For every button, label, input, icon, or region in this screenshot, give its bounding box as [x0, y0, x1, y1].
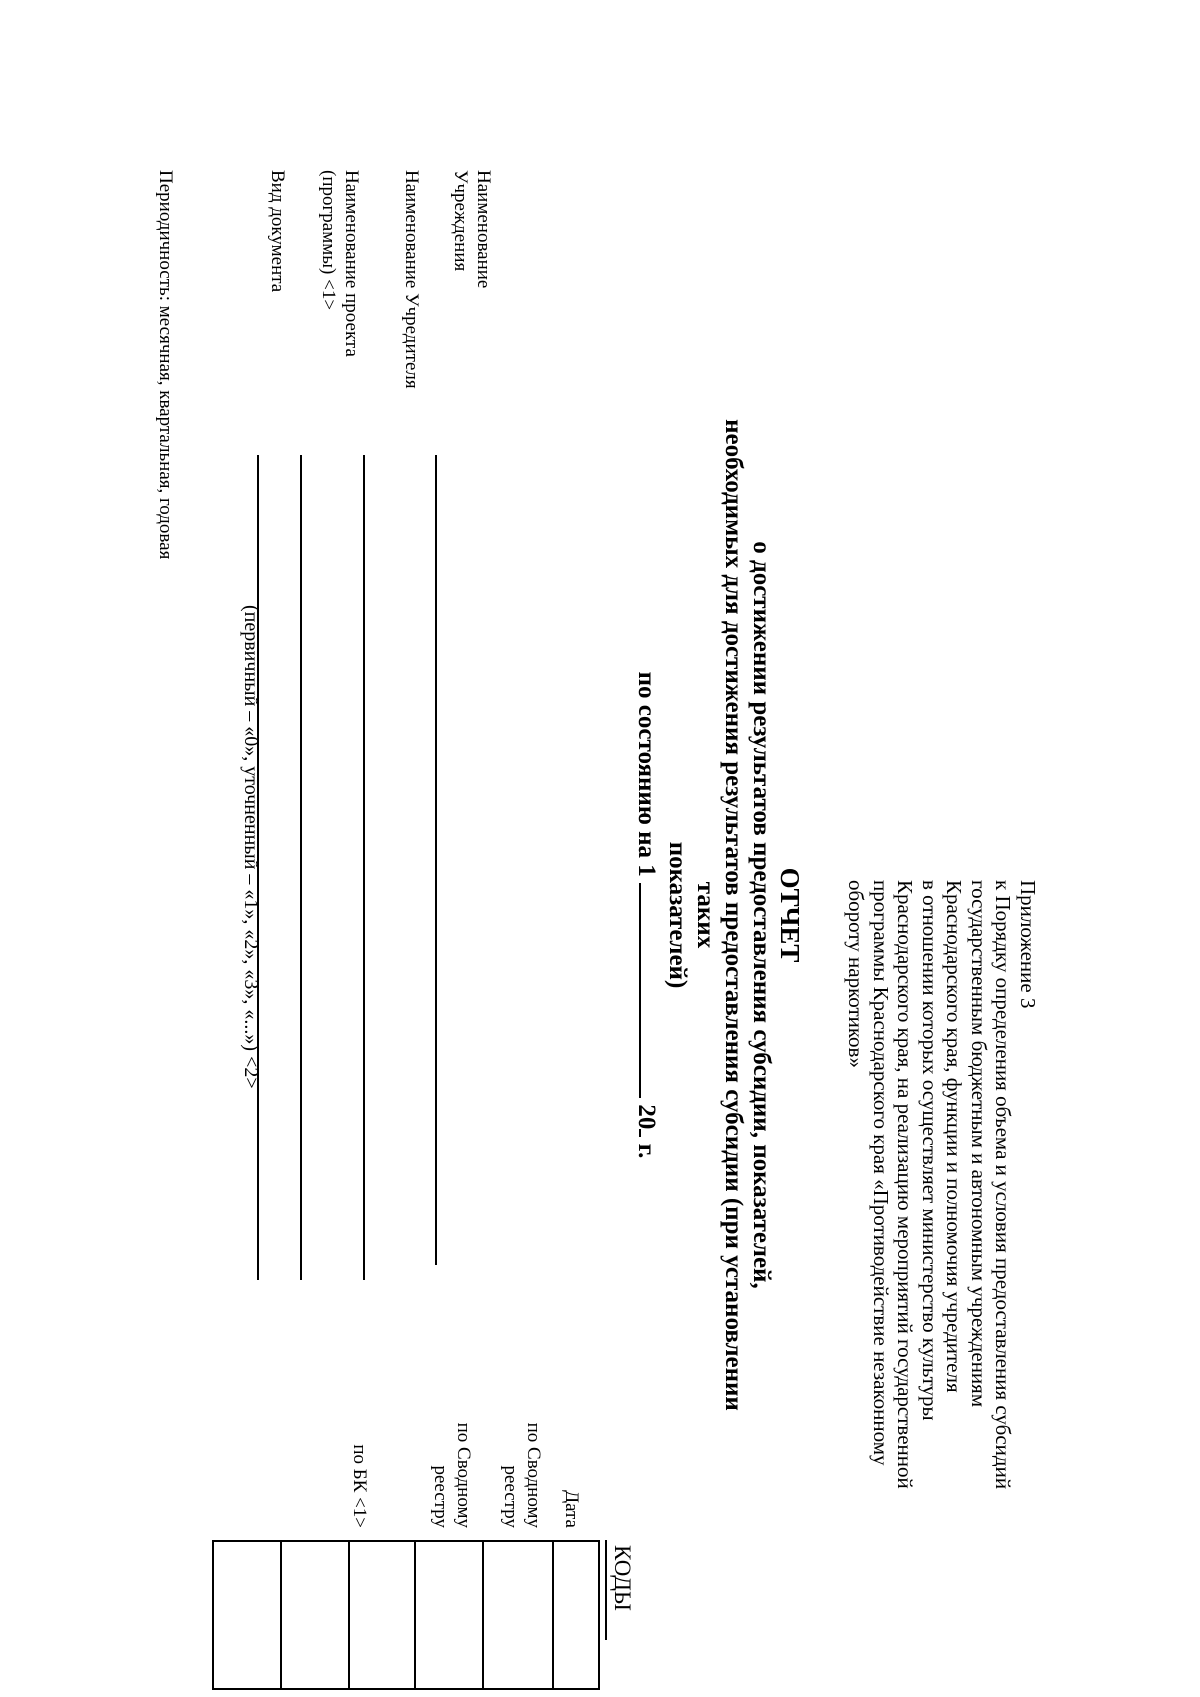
code-cell-date[interactable] — [553, 1541, 599, 1689]
founder-label: Наименование Учредителя — [401, 170, 422, 389]
report-date-line — [632, 390, 663, 1440]
report-heading: ОТЧЕТ — [775, 867, 805, 963]
code-cell-periodicity[interactable] — [213, 1541, 281, 1689]
appendix-block — [844, 880, 1041, 1520]
project-label: Наименование проекта (программы) <1> — [318, 170, 362, 357]
date-code-label: Дата — [561, 1490, 582, 1528]
periodicity-label: Периодичность: месячная, квартальная, годовая — [155, 170, 176, 560]
code-cell-doc-type[interactable] — [281, 1541, 349, 1689]
appendix-line: к Порядку определения объема и условия предоставления субсидий — [991, 880, 1016, 1490]
project-field[interactable] — [300, 455, 302, 1280]
founder-field[interactable] — [363, 455, 365, 1280]
doc-type-label: Вид документа — [267, 170, 288, 293]
institution-field[interactable] — [435, 455, 437, 1265]
report-title — [632, 390, 805, 1440]
report-subtitle-line: о достижении результатов предоставления субсидии, показателей, — [747, 541, 775, 1289]
codes-header-underline — [605, 1540, 607, 1640]
appendix-line: государственным бюджетным и автономным учреждениям — [966, 880, 991, 1408]
appendix-line: программы Краснодарского края «Противодействие незаконному — [868, 880, 893, 1466]
codes-header: КОДЫ — [610, 1545, 635, 1611]
code-cell-bk[interactable] — [349, 1541, 415, 1689]
bk-code-label: по БК <1> — [349, 1444, 370, 1528]
appendix-line: Краснодарского края, на реализацию мероприятий государственной — [893, 880, 918, 1489]
appendix-line: обороту наркотиков» — [844, 880, 869, 1068]
registry-code-label-2: по Сводному реестру — [430, 1422, 474, 1528]
codes-table — [212, 1540, 600, 1690]
registry-code-label-1: по Сводному реестру — [500, 1422, 544, 1528]
doc-type-note: (первичный – «0», уточненный – «1», «2», «3», «...») <2> — [240, 605, 262, 1089]
date-prefix: по состоянию на 1 — [632, 671, 660, 877]
appendix-line: в отношении которых осуществляет министерство культуры — [917, 880, 942, 1421]
appendix-line: Краснодарского края, функции и полномочия учредителя — [942, 880, 967, 1393]
date-day-month-blank[interactable] — [639, 883, 663, 1098]
date-suffix: г. — [632, 1143, 660, 1159]
report-subtitle-line: показателей) — [663, 841, 691, 989]
code-cell-registry-1[interactable] — [483, 1541, 553, 1689]
institution-label: Наименование Учреждения — [450, 170, 494, 289]
appendix-line: Приложение 3 — [1016, 880, 1040, 1009]
date-year-blank[interactable] — [639, 1129, 663, 1137]
report-subtitle-line: необходимых для достижения результатов предоставления субсидии (при установлении таких — [691, 419, 747, 1411]
date-year: 20 — [632, 1104, 660, 1130]
code-cell-registry-2[interactable] — [415, 1541, 483, 1689]
